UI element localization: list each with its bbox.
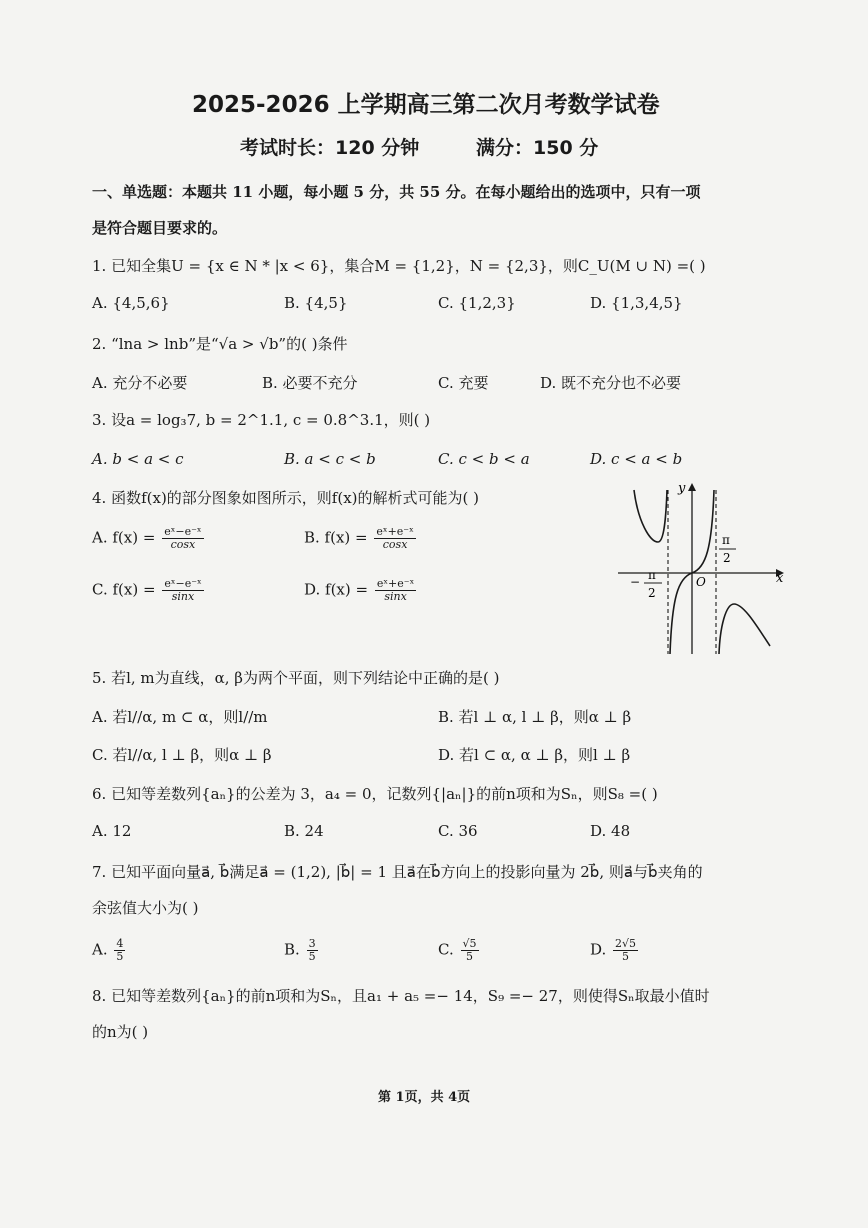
question-7-option-b: [284, 938, 318, 963]
question-2-option-b: B. 必要不充分: [262, 374, 358, 392]
question-2-option-a: A. 充分不必要: [92, 374, 188, 392]
option-b-numerator: eˣ+e⁻ˣ: [376, 525, 414, 538]
question-5-option-b: B. 若l ⊥ α, l ⊥ β，则α ⊥ β: [438, 708, 632, 726]
question-2-option-c: C. 充要: [438, 374, 489, 392]
q7-option-d-fraction: [613, 938, 638, 963]
q7-option-a-fraction: [114, 938, 125, 963]
question-1-option-a: A. {4,5,6}: [92, 294, 170, 312]
option-b-label: B. f(x) =: [304, 528, 368, 547]
q7-option-a-label: A.: [92, 940, 108, 959]
question-3-stem: 3. 设a = log₃7, b = 2^1.1, c = 0.8^3.1，则( ): [92, 411, 431, 429]
question-7-option-c: [438, 938, 479, 963]
option-b-fraction: [374, 526, 415, 551]
question-6-stem: 6. 已知等差数列{aₙ}的公差为 3，a₄ = 0，记数列{|aₙ|}的前n项和为Sₙ，则S₈ =( ): [92, 785, 658, 803]
section-heading-line1: 一、单选题：本题共 11 小题，每小题 5 分，共 55 分。在每小题给出的选项中，只有一项: [92, 183, 701, 201]
question-1-option-d: D. {1,3,4,5}: [590, 294, 683, 312]
q7-option-b-denominator: 5: [308, 950, 316, 963]
question-1-stem: 1. 已知全集U = {x ∈ N * |x < 6}，集合M = {1,2}，N = {2,3}，则C_U(M ∪ N) =( ): [92, 257, 706, 275]
question-3-option-d: D. c < a < b: [590, 450, 683, 468]
question-3-option-c: C. c < b < a: [438, 450, 530, 468]
pi-label-right: π: [722, 533, 730, 547]
q7-option-a-denominator: 5: [116, 950, 124, 963]
question-1-option-b: B. {4,5}: [284, 294, 348, 312]
question-6-option-c: C. 36: [438, 822, 478, 840]
option-c-label: C. f(x) =: [92, 580, 156, 599]
question-3-option-b: B. a < c < b: [284, 450, 376, 468]
q7-option-b-fraction: [307, 938, 318, 963]
option-c-fraction: [162, 578, 203, 603]
q7-option-c-label: C.: [438, 940, 454, 959]
option-d-denominator: sinx: [384, 590, 407, 603]
question-3-option-a: A. b < a < c: [92, 450, 184, 468]
question-5-option-c: C. 若l//α, l ⊥ β，则α ⊥ β: [92, 746, 272, 764]
question-2-option-d: D. 既不充分也不必要: [540, 374, 682, 392]
option-d-fraction: [375, 578, 416, 603]
question-4-option-b: [304, 526, 416, 551]
question-7-option-d: [590, 938, 638, 963]
q7-option-c-denominator: 5: [466, 950, 473, 963]
two-label-left: 2: [648, 586, 656, 600]
question-4-function-graph: [612, 478, 792, 658]
question-5-option-a: A. 若l//α, m ⊂ α，则l//m: [92, 708, 268, 726]
exam-duration: 考试时长：120 分钟: [240, 137, 420, 159]
question-4-option-c: [92, 578, 204, 603]
question-6-option-a: A. 12: [92, 822, 132, 840]
q7-option-c-fraction: [461, 938, 479, 963]
question-6-option-d: D. 48: [590, 822, 631, 840]
minus-label-left: −: [630, 575, 641, 589]
option-c-denominator: sinx: [171, 590, 195, 603]
option-d-label: D. f(x) =: [304, 580, 369, 599]
question-7-stem-line2: 余弦值大小为( ): [92, 899, 199, 917]
right-branch-curve: [719, 604, 770, 654]
left-branch-curve: [634, 490, 667, 542]
option-d-numerator: eˣ+e⁻ˣ: [376, 577, 415, 590]
q7-option-d-label: D.: [590, 940, 607, 959]
origin-label: O: [696, 575, 706, 589]
two-label-right: 2: [723, 551, 731, 565]
option-a-fraction: [162, 526, 203, 551]
option-c-numerator: eˣ−e⁻ˣ: [164, 577, 202, 590]
question-4-stem: 4. 函数f(x)的部分图象如图所示，则f(x)的解析式可能为( ): [92, 489, 479, 507]
question-8-stem-line2: 的n为( ): [92, 1023, 149, 1041]
q7-option-c-numerator: √5: [462, 937, 477, 950]
option-b-denominator: cosx: [382, 538, 408, 551]
q7-option-d-denominator: 5: [622, 950, 630, 963]
pi-label-left: π: [648, 568, 656, 582]
y-axis-label: y: [678, 481, 686, 496]
question-2-stem: 2. “lna > lnb”是“√a > √b”的( )条件: [92, 335, 348, 353]
q7-option-d-numerator: 2√5: [615, 937, 637, 950]
question-4-option-a: [92, 526, 204, 551]
option-a-denominator: cosx: [170, 538, 196, 551]
x-axis-label: x: [776, 571, 784, 586]
question-7-stem-line1: 7. 已知平面向量a⃗, b⃗满足a⃗ = (1,2), |b⃗| = 1 且a⃗在b⃗方向上的投影向量为 2b⃗, 则a⃗与b⃗夹角的: [92, 863, 703, 881]
question-1-option-c: C. {1,2,3}: [438, 294, 516, 312]
question-6-option-b: B. 24: [284, 822, 324, 840]
page-footer: 第 1页，共 4页: [378, 1090, 471, 1105]
section-heading-line2: 是符合题目要求的。: [92, 219, 228, 237]
q7-option-b-label: B.: [284, 940, 300, 959]
question-4-option-d: [304, 578, 416, 603]
question-7-option-a: [92, 938, 125, 963]
y-axis-arrow: [688, 483, 696, 491]
q7-option-a-numerator: 4: [116, 937, 124, 950]
question-8-stem-line1: 8. 已知等差数列{aₙ}的前n项和为Sₙ，且a₁ + a₅ =− 14，S₉ =− 27，则使得Sₙ取最小值时: [92, 987, 710, 1005]
exam-full-score: 满分：150 分: [476, 137, 599, 159]
question-5-option-d: D. 若l ⊂ α, α ⊥ β，则l ⊥ β: [438, 746, 631, 764]
option-a-label: A. f(x) =: [92, 528, 156, 547]
q7-option-b-numerator: 3: [308, 937, 316, 950]
question-5-stem: 5. 若l, m为直线，α, β为两个平面，则下列结论中正确的是( ): [92, 669, 500, 687]
page-title: 2025-2026 上学期高三第二次月考数学试卷: [192, 92, 660, 118]
option-a-numerator: eˣ−e⁻ˣ: [164, 525, 202, 538]
